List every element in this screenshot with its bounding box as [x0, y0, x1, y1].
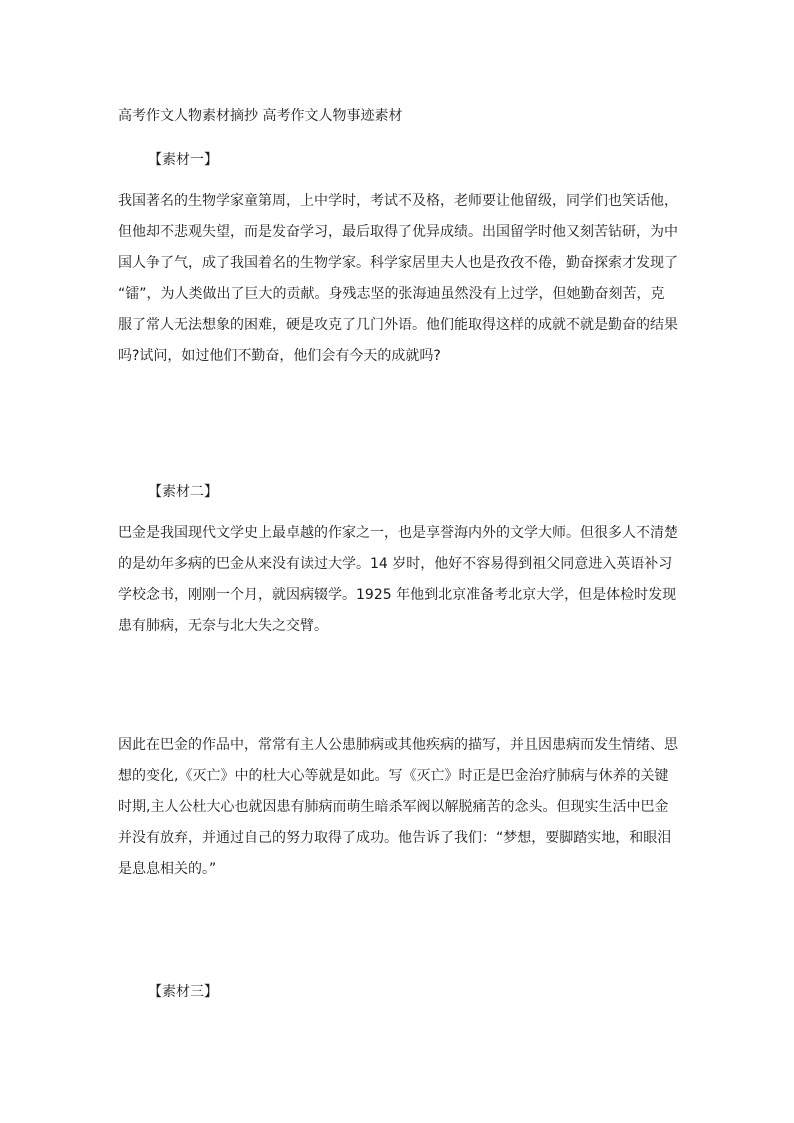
paragraph-line: 的是幼年多病的巴金从来没有读过大学。14 岁时，他好不容易得到祖父同意进入英语补习 [118, 556, 673, 572]
paragraph-line: 想的变化,《灭亡》中的杜大心等就是如此。写《灭亡》时正是巴金治疗肺病与休养的关键 [118, 768, 669, 784]
section-heading-3: 【素材三】 [148, 984, 218, 1000]
paragraph-line: 但他却不悲观失望，而是发奋学习，最后取得了优异成绩。出国留学时他又刻苦钻研，为中 [118, 224, 678, 240]
section-heading-1: 【素材一】 [148, 152, 218, 168]
paragraph-line: 并没有放弃，并通过自己的努力取得了成功。他告诉了我们：“梦想，要脚踏实地，和眼泪 [118, 830, 672, 846]
paragraph-line: 时期,主人公杜大心也就因患有肺病而萌生暗杀军阀以解脱痛苦的念头。但现实生活中巴金 [118, 799, 669, 815]
paragraph-line: 因此在巴金的作品中，常常有主人公患肺病或其他疾病的描写，并且因患病而发生情绪、思 [118, 737, 678, 753]
paragraph-line: 是息息相关的。” [118, 861, 217, 877]
paragraph-line: 国人争了气，成了我国着名的生物学家。科学家居里夫人也是孜孜不倦，勤奋探索才发现了 [118, 255, 678, 271]
section-2-paragraph-1 [118, 518, 690, 642]
paragraph-line: 我国著名的生物学家童第周，上中学时，考试不及格，老师要让他留级，同学们也笑话他， [118, 193, 678, 209]
section-1-paragraph-1 [118, 186, 690, 372]
paragraph-line: 吗?试问，如过他们不勤奋，他们会有今天的成就吗? [118, 348, 441, 364]
paragraph-line: 巴金是我国现代文学史上最卓越的作家之一，也是享誉海内外的文学大师。但很多人不清楚 [118, 525, 678, 541]
paragraph-line: 服了常人无法想象的困难，硬是攻克了几门外语。他们能取得这样的成就不就是勤奋的结果 [118, 317, 678, 333]
paragraph-line: “镭”，为人类做出了巨大的贡献。身残志坚的张海迪虽然没有上过学，但她勤奋刻苦，克 [118, 286, 665, 302]
paragraph-line: 患有肺病，无奈与北大失之交臂。 [118, 618, 328, 634]
section-heading-2: 【素材二】 [148, 484, 218, 500]
paragraph-line: 学校念书，刚刚一个月，就因病辍学。1925 年他到北京准备考北京大学，但是体检时发现 [118, 587, 677, 603]
section-2-paragraph-2 [118, 730, 690, 885]
document-title: 高考作文人物素材摘抄 高考作文人物事迹素材 [118, 108, 403, 124]
